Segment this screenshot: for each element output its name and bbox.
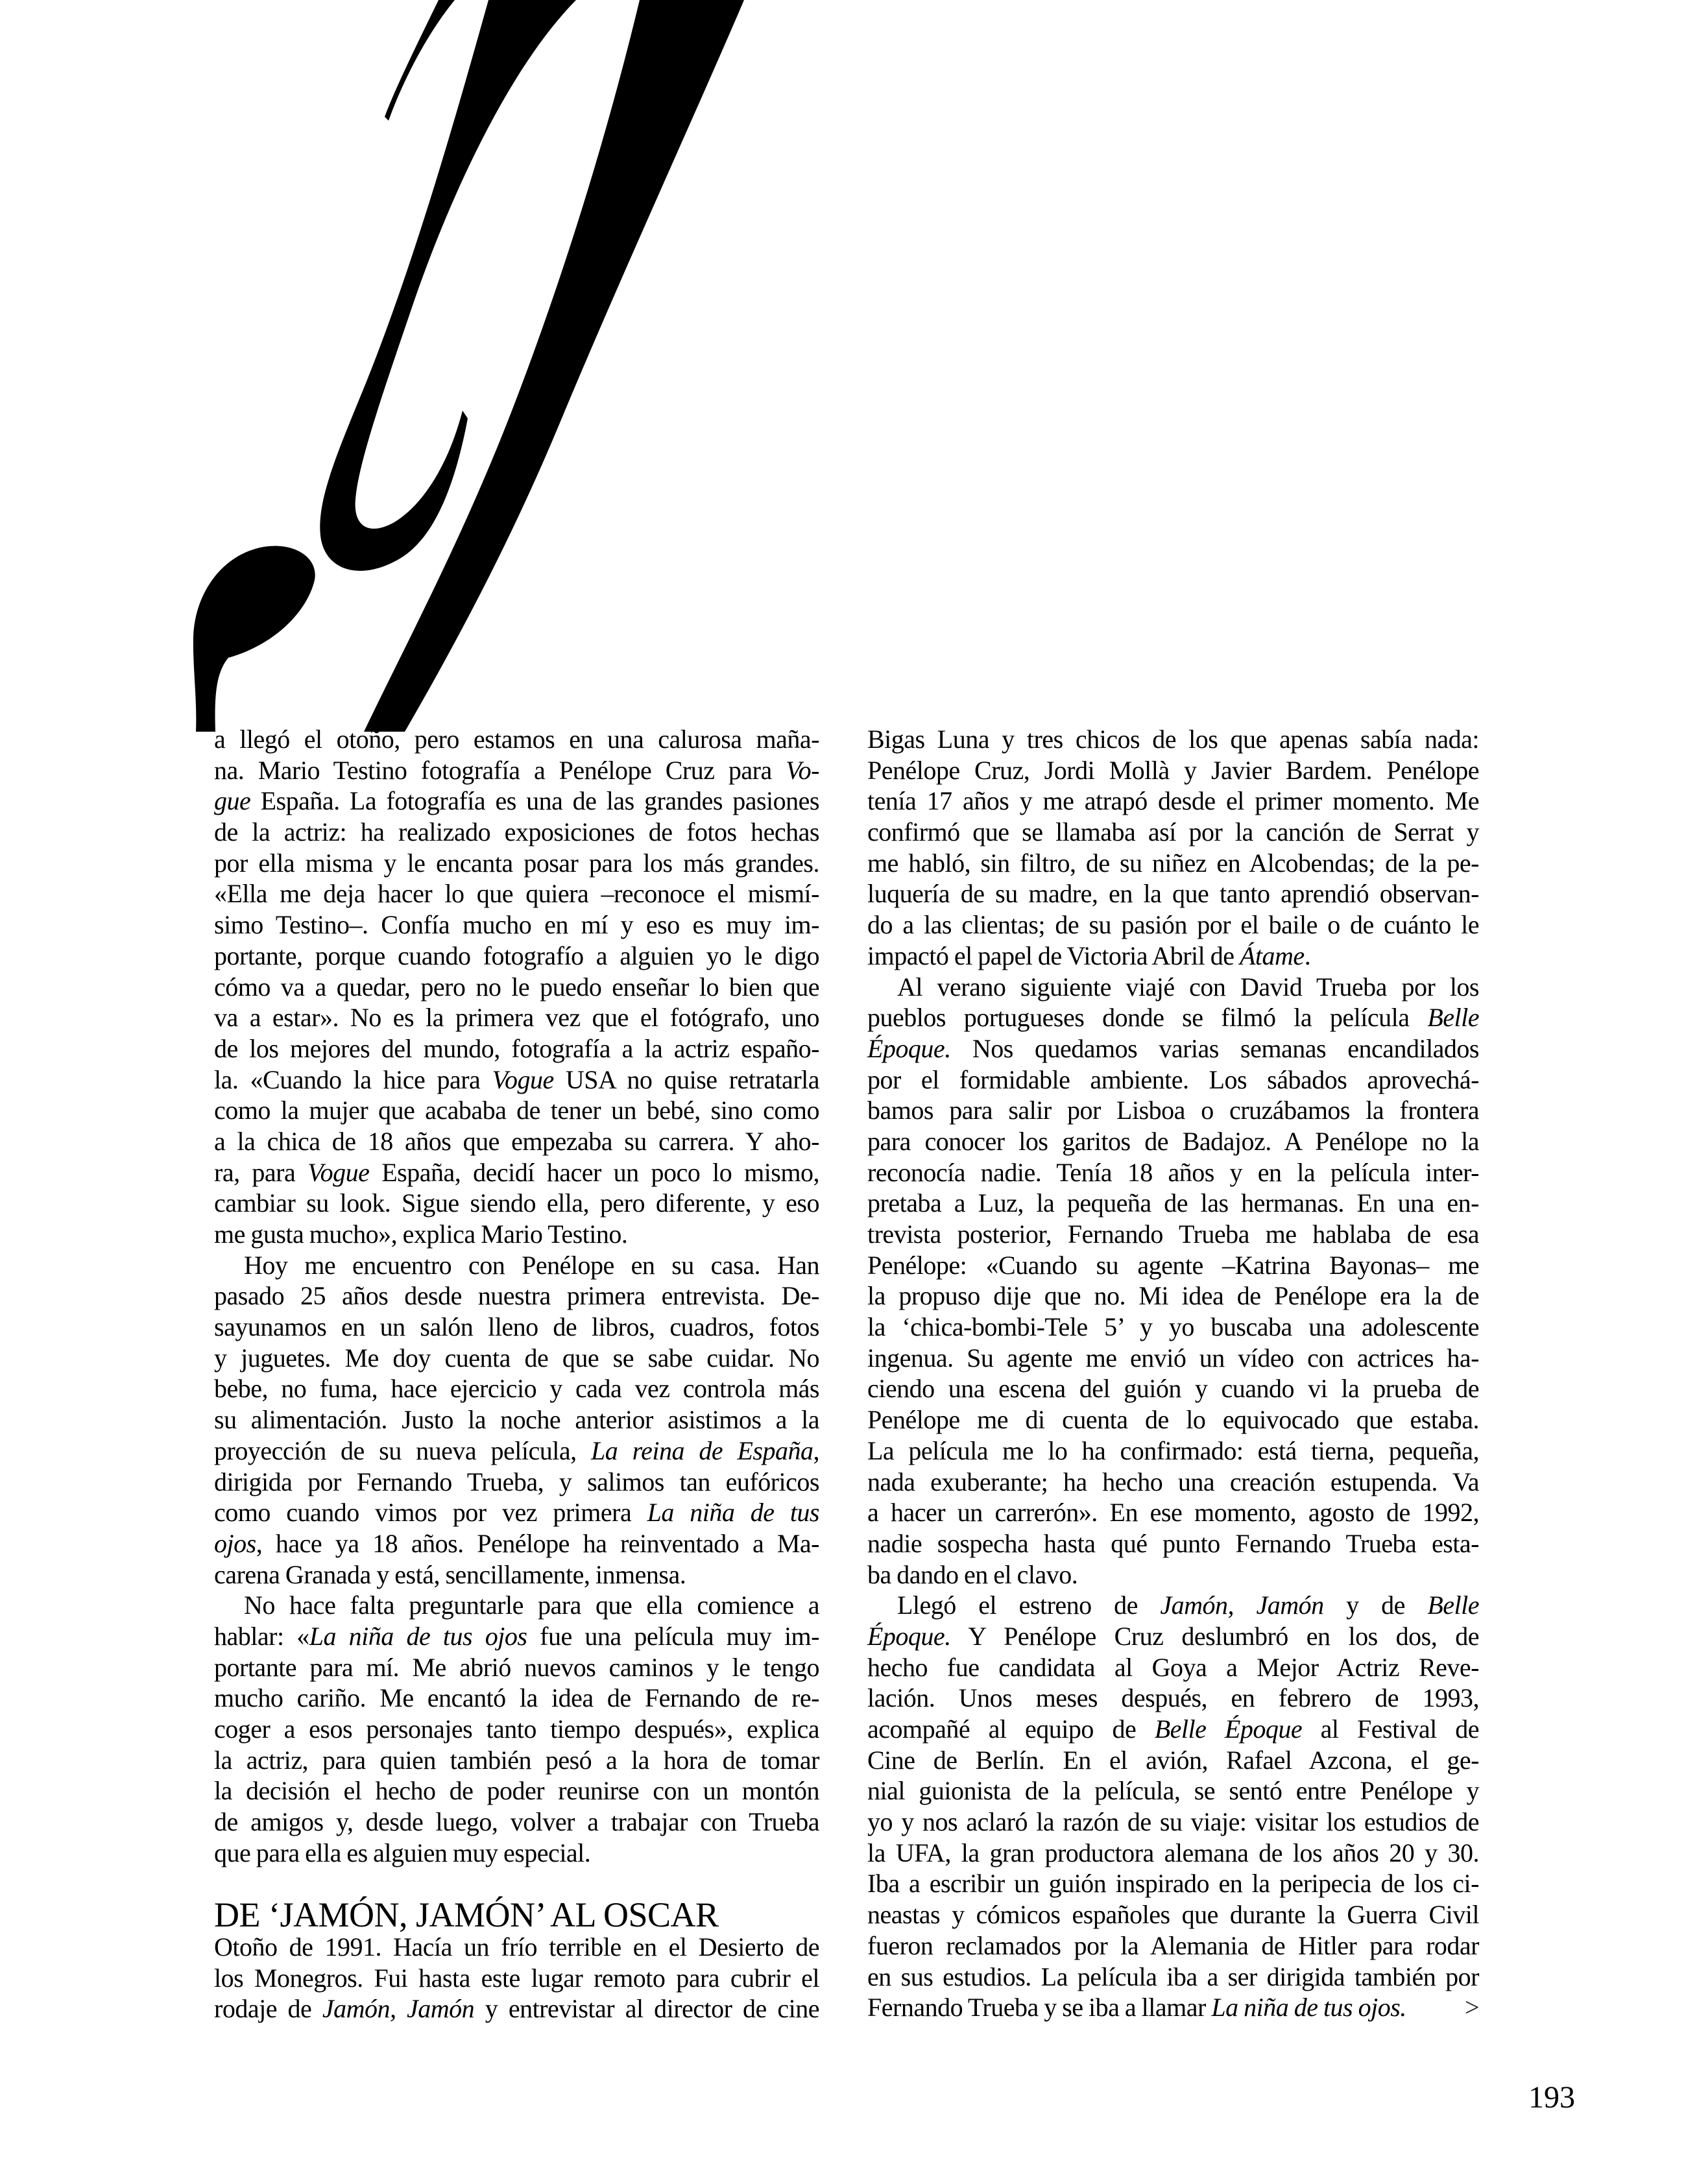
text-line: de la actriz: ha realizado exposiciones de fotos hechas xyxy=(214,817,819,847)
text-line: ciendo una escena del guión y cuando vi la prueba de xyxy=(867,1374,1479,1404)
text-line: proyección de su nueva película, La reina de España, xyxy=(214,1435,819,1465)
text-line: na. Mario Testino fotografía a Penélope Cruz para Vo- xyxy=(214,755,819,785)
text-line: nial guionista de la película, se sentó entre Penélope y xyxy=(867,1776,1479,1806)
text-line: ba dando en el clavo. xyxy=(867,1559,1078,1589)
text-line: luquería de su madre, en la que tanto aprendió observan- xyxy=(867,879,1479,909)
text-line: carena Granada y está, sencillamente, inmensa. xyxy=(214,1559,686,1589)
text-line: yo y nos aclaró la razón de su viaje: visitar los estudios de xyxy=(867,1807,1479,1837)
text-line: acompañé al equipo de Belle Époque al Festival de xyxy=(867,1714,1479,1744)
text-line: sayunamos en un salón lleno de libros, cuadros, fotos xyxy=(214,1312,819,1342)
text-line: mucho cariño. Me encantó la idea de Fernando de re- xyxy=(214,1683,819,1713)
drop-cap-glyph xyxy=(0,0,778,733)
text-line: portante para mí. Me abrió nuevos caminos y le tengo xyxy=(214,1652,819,1682)
text-line: La película me lo ha confirmado: está tierna, pequeña, xyxy=(867,1435,1479,1465)
continuation-arrow: > xyxy=(1464,1993,1479,2022)
text-line: la. «Cuando la hice para Vogue USA no quise retratarla xyxy=(214,1064,819,1094)
text-line: que para ella es alguien muy especial. xyxy=(214,1838,591,1867)
text-line: lación. Unos meses después, en febrero de 1993, xyxy=(867,1683,1479,1713)
page-number: 193 xyxy=(1528,2080,1575,2115)
text-line: Fernando Trueba y se iba a llamar La niña de tus ojos. > xyxy=(867,1993,1479,2022)
text-line: la actriz, para quien también pesó a la hora de tomar xyxy=(214,1745,819,1775)
text-line: para conocer los garitos de Badajoz. A Penélope no la xyxy=(867,1126,1479,1156)
text-line: bebe, no fuma, hace ejercicio y cada vez controla más xyxy=(214,1374,819,1404)
text-line: cambiar su look. Sigue siendo ella, pero diferente, y eso xyxy=(214,1188,819,1218)
text-line: ra, para Vogue España, decidí hacer un poco lo mismo, xyxy=(214,1157,819,1187)
article-column-right xyxy=(867,724,1479,2023)
text-line: ojos, hace ya 18 años. Penélope ha reinventado a Ma- xyxy=(214,1528,819,1558)
text-line: pretaba a Luz, la pequeña de las hermanas. En una en- xyxy=(867,1188,1479,1218)
text-line: portante, porque cuando fotografío a alguien yo le digo xyxy=(214,941,819,970)
text-line: me habló, sin filtro, de su niñez en Alcobendas; de la pe- xyxy=(867,848,1479,878)
text-line: de los mejores del mundo, fotografía a la actriz españo- xyxy=(214,1033,819,1063)
text-line: bamos para salir por Lisboa o cruzábamos la frontera xyxy=(867,1096,1479,1125)
text-line: Bigas Luna y tres chicos de los que apenas sabía nada: xyxy=(867,725,1479,754)
text-line: cómo va a quedar, pero no le puedo enseñar lo bien que xyxy=(214,972,819,1002)
text-line: Otoño de 1991. Hacía un frío terrible en el Desierto de xyxy=(214,1932,819,1962)
text-line: la ‘chica-bombi-Tele 5’ y yo buscaba una adolescente xyxy=(867,1312,1479,1342)
text-line: me gusta mucho», explica Mario Testino. xyxy=(214,1219,628,1249)
text-line: simo Testino–. Confía mucho en mí y eso es muy im- xyxy=(214,910,819,940)
text-line: confirmó que se llamaba así por la canción de Serrat y xyxy=(867,817,1479,847)
text-line: y juguetes. Me doy cuenta de que se sabe cuidar. No xyxy=(214,1343,819,1373)
text-line: los Monegros. Fui hasta este lugar remoto para cubrir el xyxy=(214,1963,819,1993)
text-line: coger a esos personajes tanto tiempo después», explica xyxy=(214,1714,819,1744)
text-line: gue España. La fotografía es una de las grandes pasiones xyxy=(214,786,819,816)
text-line: hablar: «La niña de tus ojos fue una película muy im- xyxy=(214,1621,819,1651)
text-line: por ella misma y le encanta posar para los más grandes. xyxy=(214,848,819,878)
article-column-left-upper xyxy=(214,724,819,1868)
text-line: Penélope: «Cuando su agente –Katrina Bayonas– me xyxy=(867,1250,1479,1280)
text-line: «Ella me deja hacer lo que quiera –reconoce el mismí- xyxy=(214,879,819,909)
text-line: Époque. Nos quedamos varias semanas encandilados xyxy=(867,1033,1479,1063)
text-line: do a las clientas; de su pasión por el baile o de cuánto le xyxy=(867,910,1479,940)
text-line: Llegó el estreno de Jamón, Jamón y de Belle xyxy=(897,1590,1479,1620)
text-line: neastas y cómicos españoles que durante la Guerra Civil xyxy=(867,1900,1479,1930)
text-line: nada exuberante; ha hecho una creación estupenda. Va xyxy=(867,1467,1479,1496)
text-line: Penélope me di cuenta de lo equivocado que estaba. xyxy=(867,1405,1479,1435)
text-line: pasado 25 años desde nuestra primera entrevista. De- xyxy=(214,1281,819,1311)
text-line: a la chica de 18 años que empezaba su carrera. Y aho- xyxy=(214,1126,819,1156)
text-line: dirigida por Fernando Trueba, y salimos tan eufóricos xyxy=(214,1467,819,1496)
text-line: trevista posterior, Fernando Trueba me hablaba de esa xyxy=(867,1219,1479,1249)
text-line: va a estar». No es la primera vez que el fotógrafo, uno xyxy=(214,1003,819,1033)
text-line: Époque. Y Penélope Cruz deslumbró en los dos, de xyxy=(867,1621,1479,1651)
article-column-left-lower xyxy=(214,1932,819,2024)
text-line: Iba a escribir un guión inspirado en la peripecia de los ci- xyxy=(867,1869,1479,1899)
text-line: Cine de Berlín. En el avión, Rafael Azcona, el ge- xyxy=(867,1745,1479,1775)
text-line: pueblos portugueses donde se filmó la película Belle xyxy=(867,1003,1479,1033)
text-line: fueron reclamados por la Alemania de Hitler para rodar xyxy=(867,1930,1479,1960)
text-line: reconocía nadie. Tenía 18 años y en la película inter- xyxy=(867,1157,1479,1187)
text-line: hecho fue candidata al Goya a Mejor Actriz Reve- xyxy=(867,1652,1479,1682)
text-line: como cuando vimos por vez primera La niña de tus xyxy=(214,1498,819,1528)
text-line: su alimentación. Justo la noche anterior asistimos a la xyxy=(214,1405,819,1435)
text-line: de amigos y, desde luego, volver a trabajar con Trueba xyxy=(214,1807,819,1837)
text-line: a hacer un carrerón». En ese momento, agosto de 1992, xyxy=(867,1498,1479,1528)
text-line: nadie sospecha hasta qué punto Fernando Trueba esta- xyxy=(867,1528,1479,1558)
text-line: en sus estudios. La película iba a ser dirigida también por xyxy=(867,1962,1479,1991)
text-line: Hoy me encuentro con Penélope en su casa. Han xyxy=(244,1250,819,1280)
text-line: Penélope Cruz, Jordi Mollà y Javier Bardem. Penélope xyxy=(867,755,1479,785)
text-line: la propuso dije que no. Mi idea de Penélope era la de xyxy=(867,1281,1479,1311)
text-line: la UFA, la gran productora alemana de los años 20 y 30. xyxy=(867,1838,1479,1867)
drop-cap-letter-y xyxy=(0,0,778,733)
text-line: la decisión el hecho de poder reunirse con un montón xyxy=(214,1776,819,1806)
text-line: a llegó el otoño, pero estamos en una calurosa maña- xyxy=(214,725,819,754)
section-heading: DE ‘JAMÓN, JAMÓN’ AL OSCAR xyxy=(214,1895,719,1934)
text-line: No hace falta preguntarle para que ella comience a xyxy=(244,1590,819,1620)
text-line: rodaje de Jamón, Jamón y entrevistar al director de cine xyxy=(214,1994,819,2024)
text-line: por el formidable ambiente. Los sábados aprovechá- xyxy=(867,1064,1479,1094)
text-line: impactó el papel de Victoria Abril de Átame. xyxy=(867,941,1311,970)
text-line: como la mujer que acababa de tener un bebé, sino como xyxy=(214,1096,819,1125)
text-line: tenía 17 años y me atrapó desde el primer momento. Me xyxy=(867,786,1479,816)
text-line: Al verano siguiente viajé con David Trueba por los xyxy=(897,972,1479,1002)
text-line: ingenua. Su agente me envió un vídeo con actrices ha- xyxy=(867,1343,1479,1373)
